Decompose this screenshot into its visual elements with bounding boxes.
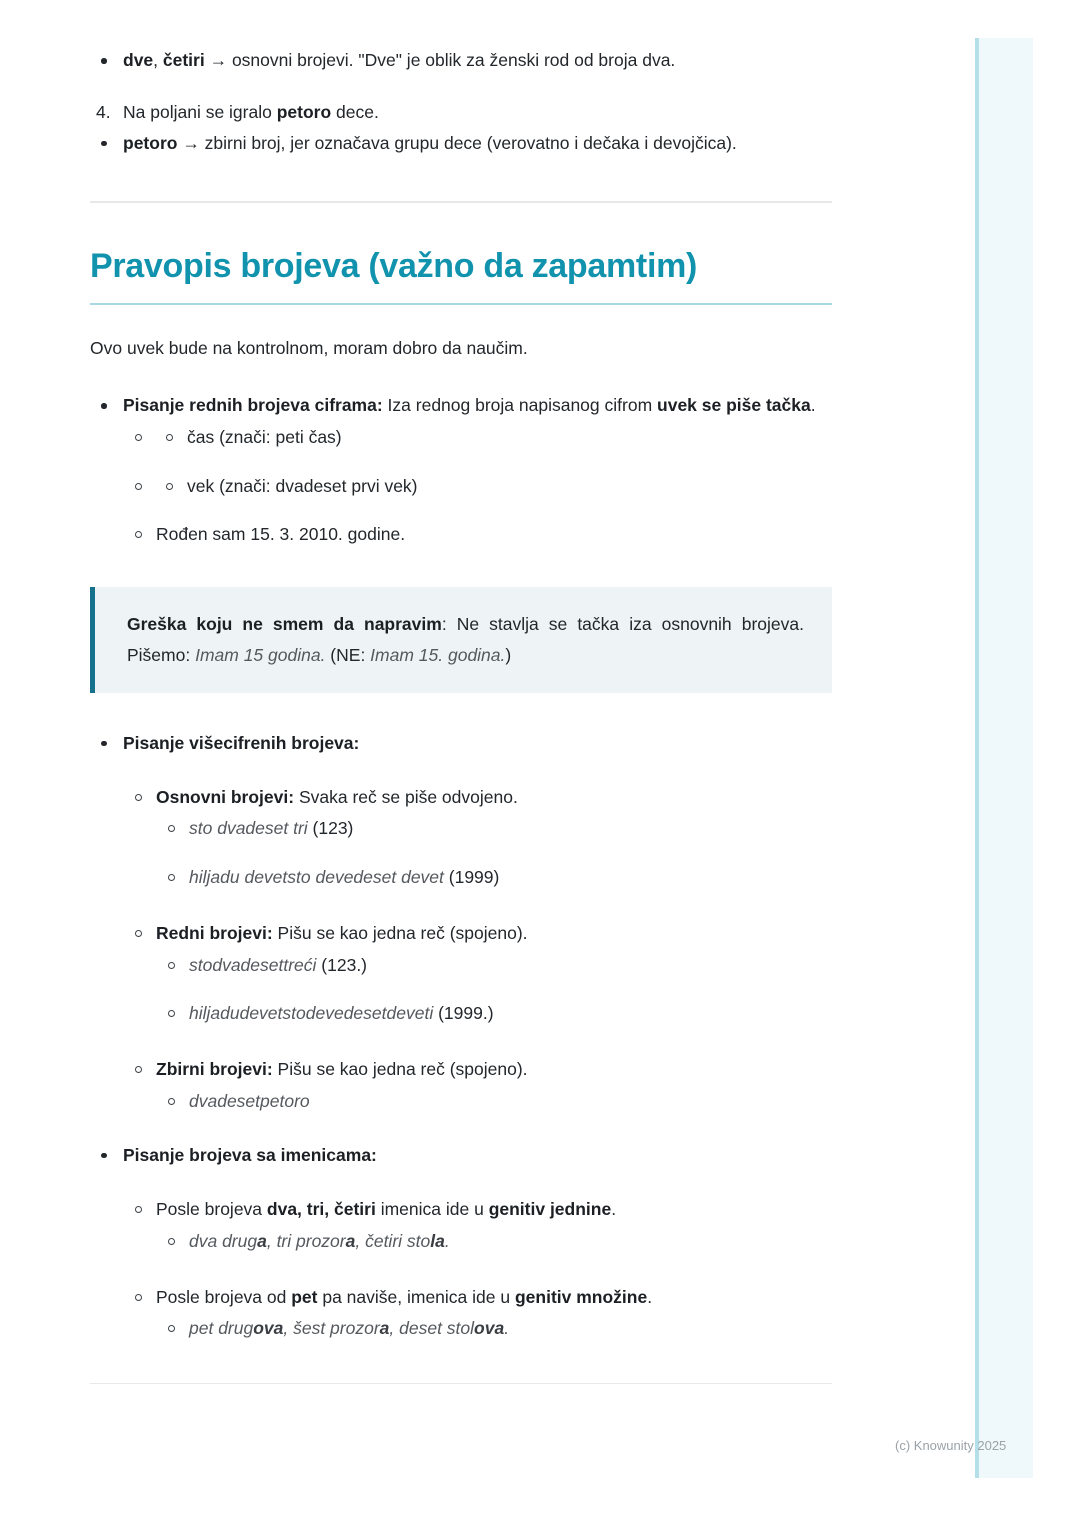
list-item xyxy=(90,391,832,548)
numbered-sub-list xyxy=(90,129,832,157)
example-italic: hiljadudevetstodevedesetdeveti xyxy=(189,1002,434,1023)
list-item xyxy=(156,814,832,842)
part-plain: , tri prozor xyxy=(266,1230,346,1251)
example-italic: hiljadu devetsto devedeset devet xyxy=(189,866,444,887)
example-italic: dvadesetpetoro xyxy=(189,1090,310,1111)
callout-label: Greška koju ne smem da napravim xyxy=(127,613,442,634)
rule-text-2: . xyxy=(810,395,816,416)
example-value: (123.) xyxy=(316,954,368,975)
example-inflection xyxy=(189,1318,509,1338)
list-item xyxy=(123,919,832,1027)
callout-text-2: (NE: xyxy=(325,644,371,665)
rule-title-ordinal: Pisanje rednih brojeva ciframa: xyxy=(123,395,383,416)
example-italic: sto dvadeset tri xyxy=(189,818,308,839)
ordinal-examples-list xyxy=(123,423,832,548)
group-rule: Svaka reč se piše odvojeno. xyxy=(294,787,518,808)
list-item xyxy=(123,472,832,500)
separator: , xyxy=(153,50,163,70)
example-text: vek (znači: dvadeset prvi vek) xyxy=(187,475,418,496)
ordinal-digits-section xyxy=(90,391,832,548)
example-italic: stodvadesettreći xyxy=(189,954,317,975)
callout-example-correct: Imam 15 godina. xyxy=(195,644,326,665)
numbered-text-after: dece. xyxy=(331,102,379,123)
rule-text-1: Posle brojeva xyxy=(156,1199,267,1220)
multidigit-section xyxy=(90,729,832,1115)
rule-examples xyxy=(156,1314,832,1342)
part-plain: . xyxy=(504,1318,510,1339)
numbered-list-item-4 xyxy=(90,98,832,126)
part-suffix: ova xyxy=(253,1318,284,1339)
rule-case: genitiv množine xyxy=(514,1286,648,1307)
example-value: (1999) xyxy=(443,866,500,887)
nouns-section xyxy=(90,1141,832,1343)
warning-callout xyxy=(90,587,832,693)
list-item xyxy=(156,999,832,1027)
section-title-multidigit: Pisanje višecifrenih brojeva: xyxy=(123,732,360,753)
list-item xyxy=(123,423,832,451)
rule-text-1: Iza rednog broja napisanog cifrom xyxy=(382,395,658,416)
nouns-rules xyxy=(123,1195,832,1342)
decorative-side-bar-edge xyxy=(975,38,979,1478)
group-examples xyxy=(156,951,832,1028)
callout-example-wrong: Imam 15. godina. xyxy=(370,644,506,665)
multidigit-groups xyxy=(123,783,832,1115)
list-item xyxy=(156,863,832,891)
part-suffix: la xyxy=(430,1230,445,1251)
term-petoro: petoro xyxy=(276,102,332,123)
list-item xyxy=(156,1087,832,1115)
numbered-text-before: Na poljani se igralo xyxy=(123,102,277,123)
example-inflection xyxy=(189,1231,450,1251)
term-dve: dve xyxy=(123,50,154,70)
list-item xyxy=(90,46,832,74)
list-item xyxy=(156,951,832,979)
example-text: čas (znači: peti čas) xyxy=(187,427,342,448)
term-cetiri: četiri xyxy=(162,50,205,70)
list-item xyxy=(123,1283,832,1343)
group-examples xyxy=(156,1087,832,1115)
part-plain: dva drug xyxy=(189,1230,258,1251)
group-rule: Pišu se kao jedna reč (spojeno). xyxy=(272,923,528,944)
group-examples xyxy=(156,814,832,891)
rule-examples xyxy=(156,1227,832,1255)
part-suffix: a xyxy=(257,1230,267,1251)
group-label: Redni brojevi: xyxy=(156,923,273,944)
rule-text-2: pa naviše, imenica ide u xyxy=(317,1286,515,1307)
rule-text-3: . xyxy=(611,1199,617,1220)
list-item xyxy=(90,129,832,157)
rule-text-2: imenica ide u xyxy=(375,1199,489,1220)
rule-case: genitiv jednine xyxy=(488,1199,612,1220)
list-item xyxy=(156,1227,832,1255)
intro-bullet-rest: → osnovni brojevi. "Dve" je oblik za ženski rod od broja dva. xyxy=(204,50,676,70)
group-rule: Pišu se kao jedna reč (spojeno). xyxy=(272,1059,528,1080)
part-plain: . xyxy=(444,1230,450,1251)
callout-text xyxy=(127,609,804,671)
part-plain: , četiri sto xyxy=(355,1230,431,1251)
copyright-watermark: (c) Knowunity 2025 xyxy=(895,1438,1007,1453)
rule-numbers: dva, tri, četiri xyxy=(266,1199,376,1220)
lead-paragraph: Ovo uvek bude na kontrolnom, moram dobro da naučim. xyxy=(90,338,528,359)
sub-bullet-rest: → zbirni broj, jer označava grupu dece (verovatno i dečaka i devojčica). xyxy=(177,132,737,153)
example-value: (123) xyxy=(307,818,354,839)
rule-text-3: . xyxy=(647,1286,653,1307)
rule-numbers: pet xyxy=(291,1286,318,1307)
callout-text-3: ) xyxy=(505,644,512,665)
example-value: (1999.) xyxy=(433,1002,494,1023)
rule-text-1: Posle brojeva od xyxy=(156,1286,292,1307)
section-title-nouns: Pisanje brojeva sa imenicama: xyxy=(123,1144,377,1165)
decorative-side-bar xyxy=(975,38,1033,1478)
list-item xyxy=(123,783,832,891)
list-item xyxy=(90,1141,832,1343)
group-label: Osnovni brojevi: xyxy=(156,787,295,808)
section-divider-bottom xyxy=(90,1383,832,1385)
group-label: Zbirni brojevi: xyxy=(156,1059,273,1080)
callout-text-1: : Ne stavlja se tačka iza osnovnih brojeva. Pišemo: xyxy=(127,613,804,665)
part-plain: , deset stol xyxy=(389,1318,475,1339)
page-title: Pravopis brojeva (važno da zapamtim) xyxy=(90,246,698,285)
list-item xyxy=(123,1055,832,1115)
term-petoro-sub: petoro xyxy=(123,132,178,153)
continued-bullet-list xyxy=(90,46,832,74)
list-number: 4. xyxy=(96,102,111,123)
list-item xyxy=(90,729,832,1115)
part-plain: , šest prozor xyxy=(283,1318,380,1339)
document-content xyxy=(90,0,832,1384)
list-item xyxy=(156,1314,832,1342)
rule-emphasis: uvek se piše tačka xyxy=(657,395,811,416)
list-item xyxy=(123,520,832,548)
part-suffix: ova xyxy=(474,1318,505,1339)
part-suffix: a xyxy=(345,1230,356,1251)
part-plain: pet drug xyxy=(189,1318,254,1339)
example-text: Rođen sam 15. 3. 2010. godine. xyxy=(156,524,406,545)
list-item xyxy=(123,1195,832,1255)
part-suffix: a xyxy=(379,1318,390,1339)
